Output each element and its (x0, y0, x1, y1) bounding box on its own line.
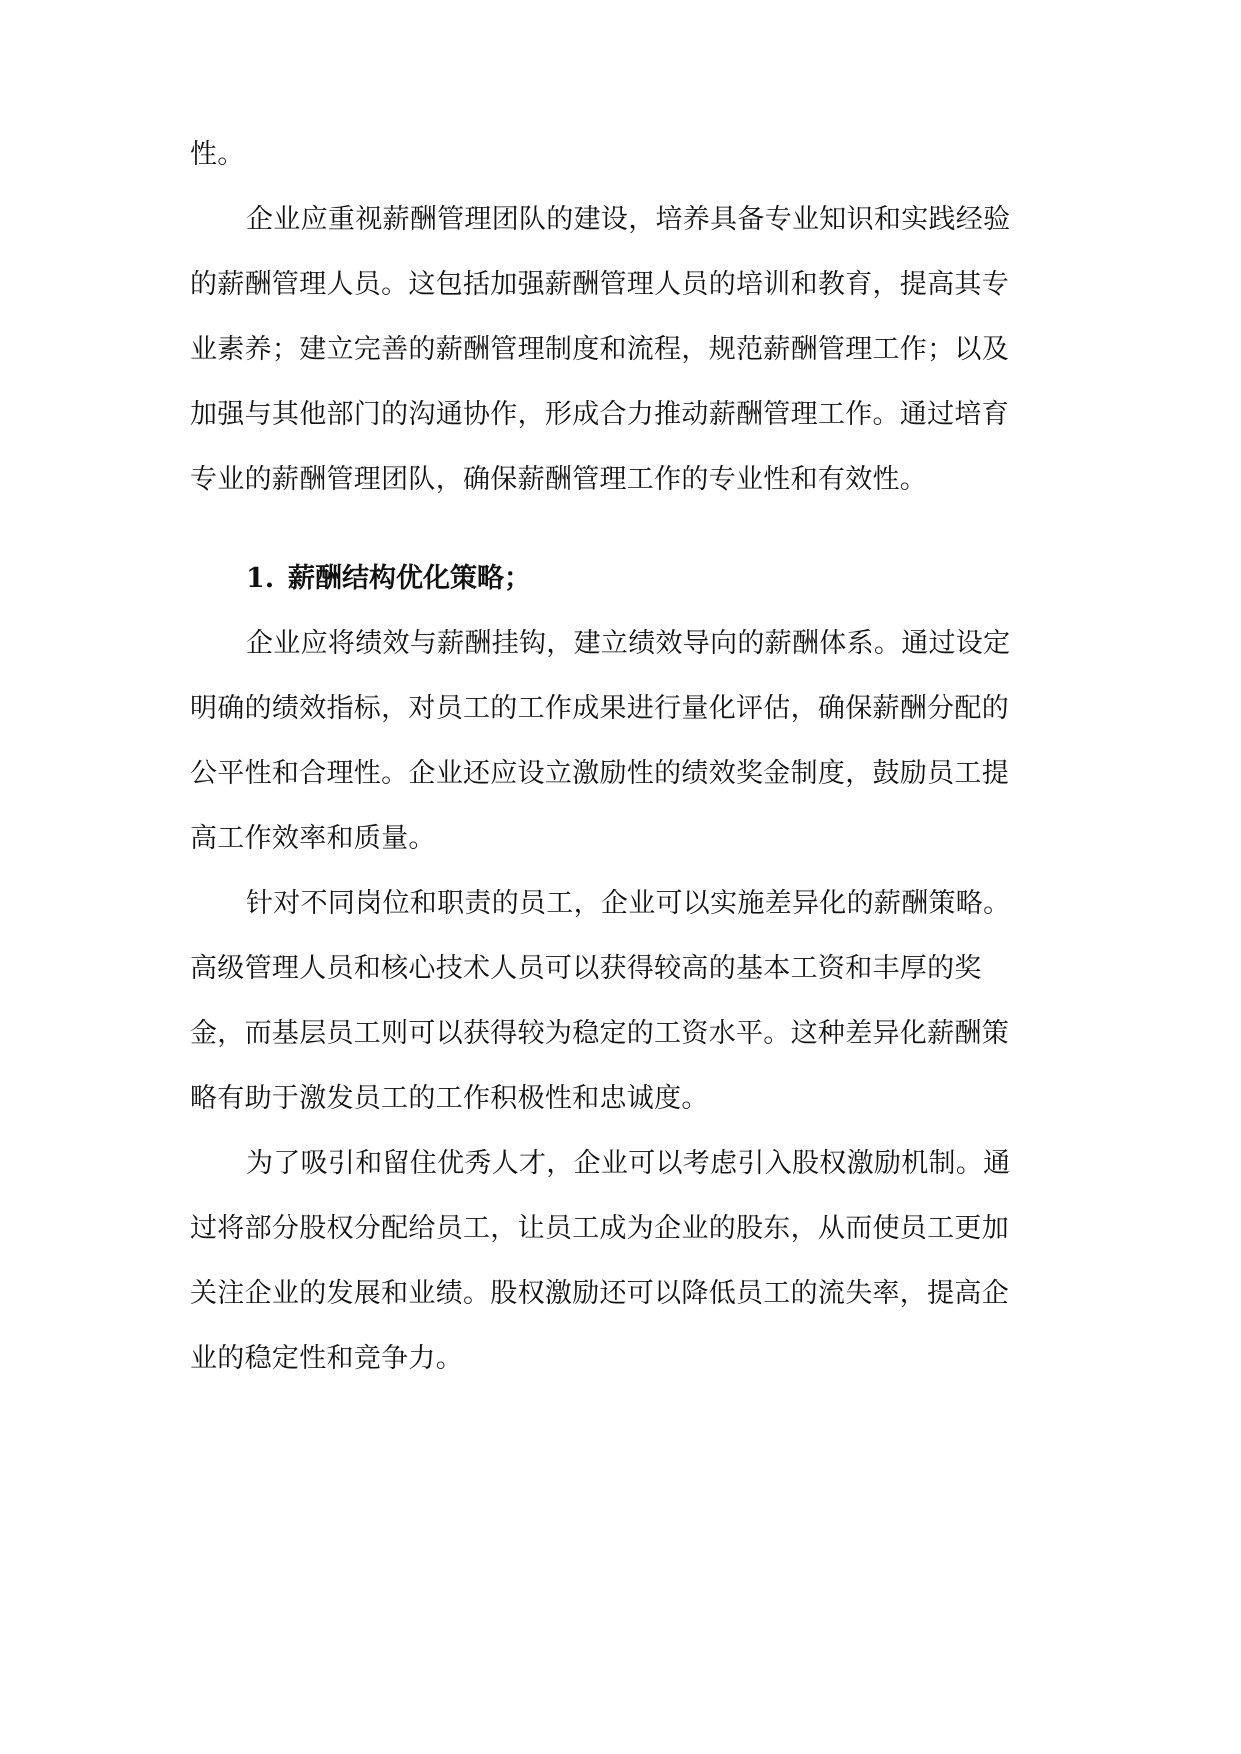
paragraph-line: 明确的绩效指标，对员工的工作成果进行量化评估，确保薪酬分配的 (190, 693, 1009, 724)
paragraph-line: 业的稳定性和竞争力。 (190, 1343, 463, 1374)
paragraph-line: 高工作效率和质量。 (190, 823, 436, 854)
paragraph-line: 性。 (190, 139, 245, 170)
heading-number: 1. (246, 563, 275, 594)
paragraph-line: 高级管理人员和核心技术人员可以获得较高的基本工资和丰厚的奖 (190, 953, 982, 984)
paragraph-line: 业素养；建立完善的薪酬管理制度和流程，规范薪酬管理工作；以及 (190, 334, 1009, 365)
paragraph-line: 关注企业的发展和业绩。股权激励还可以降低员工的流失率，提高企 (190, 1278, 1009, 1309)
paragraph-line: 金，而基层员工则可以获得较为稳定的工资水平。这种差异化薪酬策 (190, 1018, 1009, 1049)
paragraph-line: 的薪酬管理人员。这包括加强薪酬管理人员的培训和教育，提高其专 (190, 269, 1009, 300)
paragraph-line: 为了吸引和留住优秀人才，企业可以考虑引入股权激励机制。通 (246, 1148, 1011, 1179)
paragraph-line: 针对不同岗位和职责的员工，企业可以实施差异化的薪酬策略。 (246, 888, 1011, 919)
paragraph-line: 企业应重视薪酬管理团队的建设，培养具备专业知识和实践经验 (246, 204, 1011, 235)
paragraph-line: 加强与其他部门的沟通协作，形成合力推动薪酬管理工作。通过培育 (190, 399, 1009, 430)
paragraph-line: 企业应将绩效与薪酬挂钩，建立绩效导向的薪酬体系。通过设定 (246, 628, 1011, 659)
heading-text: 薪酬结构优化策略； (288, 563, 531, 594)
paragraph-line: 专业的薪酬管理团队，确保薪酬管理工作的专业性和有效性。 (190, 464, 928, 495)
paragraph-line: 略有助于激发员工的工作积极性和忠诚度。 (190, 1083, 709, 1114)
paragraph-line: 过将部分股权分配给员工，让员工成为企业的股东，从而使员工更加 (190, 1213, 1009, 1244)
paragraph-line: 公平性和合理性。企业还应设立激励性的绩效奖金制度，鼓励员工提 (190, 758, 1009, 789)
section-heading (246, 563, 531, 595)
